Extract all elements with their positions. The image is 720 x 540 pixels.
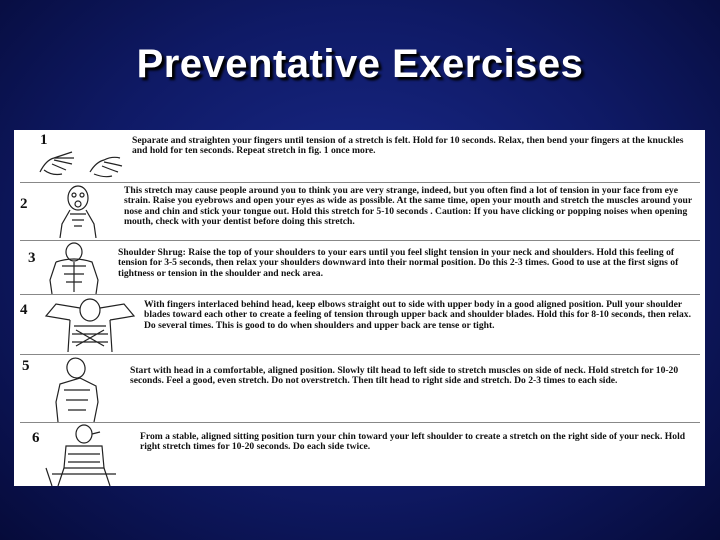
exercise-number-6: 6: [32, 430, 40, 446]
upper-back-stretch-illustration: [40, 296, 140, 354]
divider: [20, 240, 700, 241]
exercise-item-6: [14, 424, 705, 486]
divider: [20, 182, 700, 183]
exercise-item-5: [14, 356, 705, 422]
exercise-text-4: With fingers interlaced behind head, keep elbows straight out to side with upper body in a good aligned position. Pull your shoulder blades toward each other to create a feeling of tension through upper back and shoulder blades. Hold this for 8-10 seconds, then relax. Do several times. This is good to do when shoulders and upper back are tense or tight.: [144, 299, 691, 331]
divider: [20, 294, 700, 295]
exercise-item-2: [14, 184, 705, 240]
exercise-item-3: [14, 242, 705, 294]
exercise-number-2: 2: [20, 196, 28, 212]
exercise-text-5: Start with head in a comfortable, aligned position. Slowly tilt head to left side to stretch muscles on side of neck. Hold stretch for 10-20 seconds. Feel a good, even stretch. Do not overstretch. Then tilt head to right side and stretch. Do 2-3 times to each side.: [130, 365, 679, 387]
divider: [20, 422, 700, 423]
exercise-item-4: [14, 296, 705, 354]
exercise-number-4: 4: [20, 302, 28, 318]
divider: [20, 354, 700, 355]
exercise-number-1: 1: [40, 132, 48, 148]
hands-stretch-illustration: [32, 142, 132, 180]
exercise-text-6: From a stable, aligned sitting position turn your chin toward your left shoulder to create a stretch on the right side of your neck. Hold right stretch times for 10-20 seconds. Do each side twice.: [140, 431, 686, 453]
exercise-text-2: This stretch may cause people around you to think you are very strange, indeed, but you often find a lot of tension in your face from eye strain. Raise you eyebrows and open your eyes as wide as possible. At the same time, open your mouth and stretch the muscles around your nose and chin and stick your tongue out. Hold this stretch for 5-10 seconds . Caution: If you have clicking or popping noises when opening mouth, check with your dentist before doing this stretch.: [124, 185, 692, 228]
shoulder-shrug-illustration: [42, 242, 112, 294]
exercise-text-1: Separate and straighten your fingers until tension of a stretch is felt. Hold for 10 seconds. Relax, then bend your fingers at the knuckles and hold for ten seconds. Repeat stretch in fig. 1 once more.: [132, 135, 684, 157]
neck-turn-illustration: [38, 424, 128, 486]
face-stretch-illustration: [54, 184, 104, 238]
exercise-number-3: 3: [28, 250, 36, 266]
exercise-text-3: Shoulder Shrug: Raise the top of your shoulders to your ears until you feel slight tension in your neck and shoulders. Hold this feeling of tension for 3-5 seconds, then relax your shoulders downward into their normal position. Do this 2-3 times. Good to use at the first signs of tightness or tension in the shoulder and neck area.: [118, 247, 679, 279]
exercise-item-1: [14, 130, 705, 182]
neck-tilt-illustration: [46, 356, 116, 422]
exercise-sheet: [14, 130, 705, 486]
slide-title: Preventative Exercises: [136, 42, 584, 86]
exercise-number-5: 5: [22, 358, 30, 374]
